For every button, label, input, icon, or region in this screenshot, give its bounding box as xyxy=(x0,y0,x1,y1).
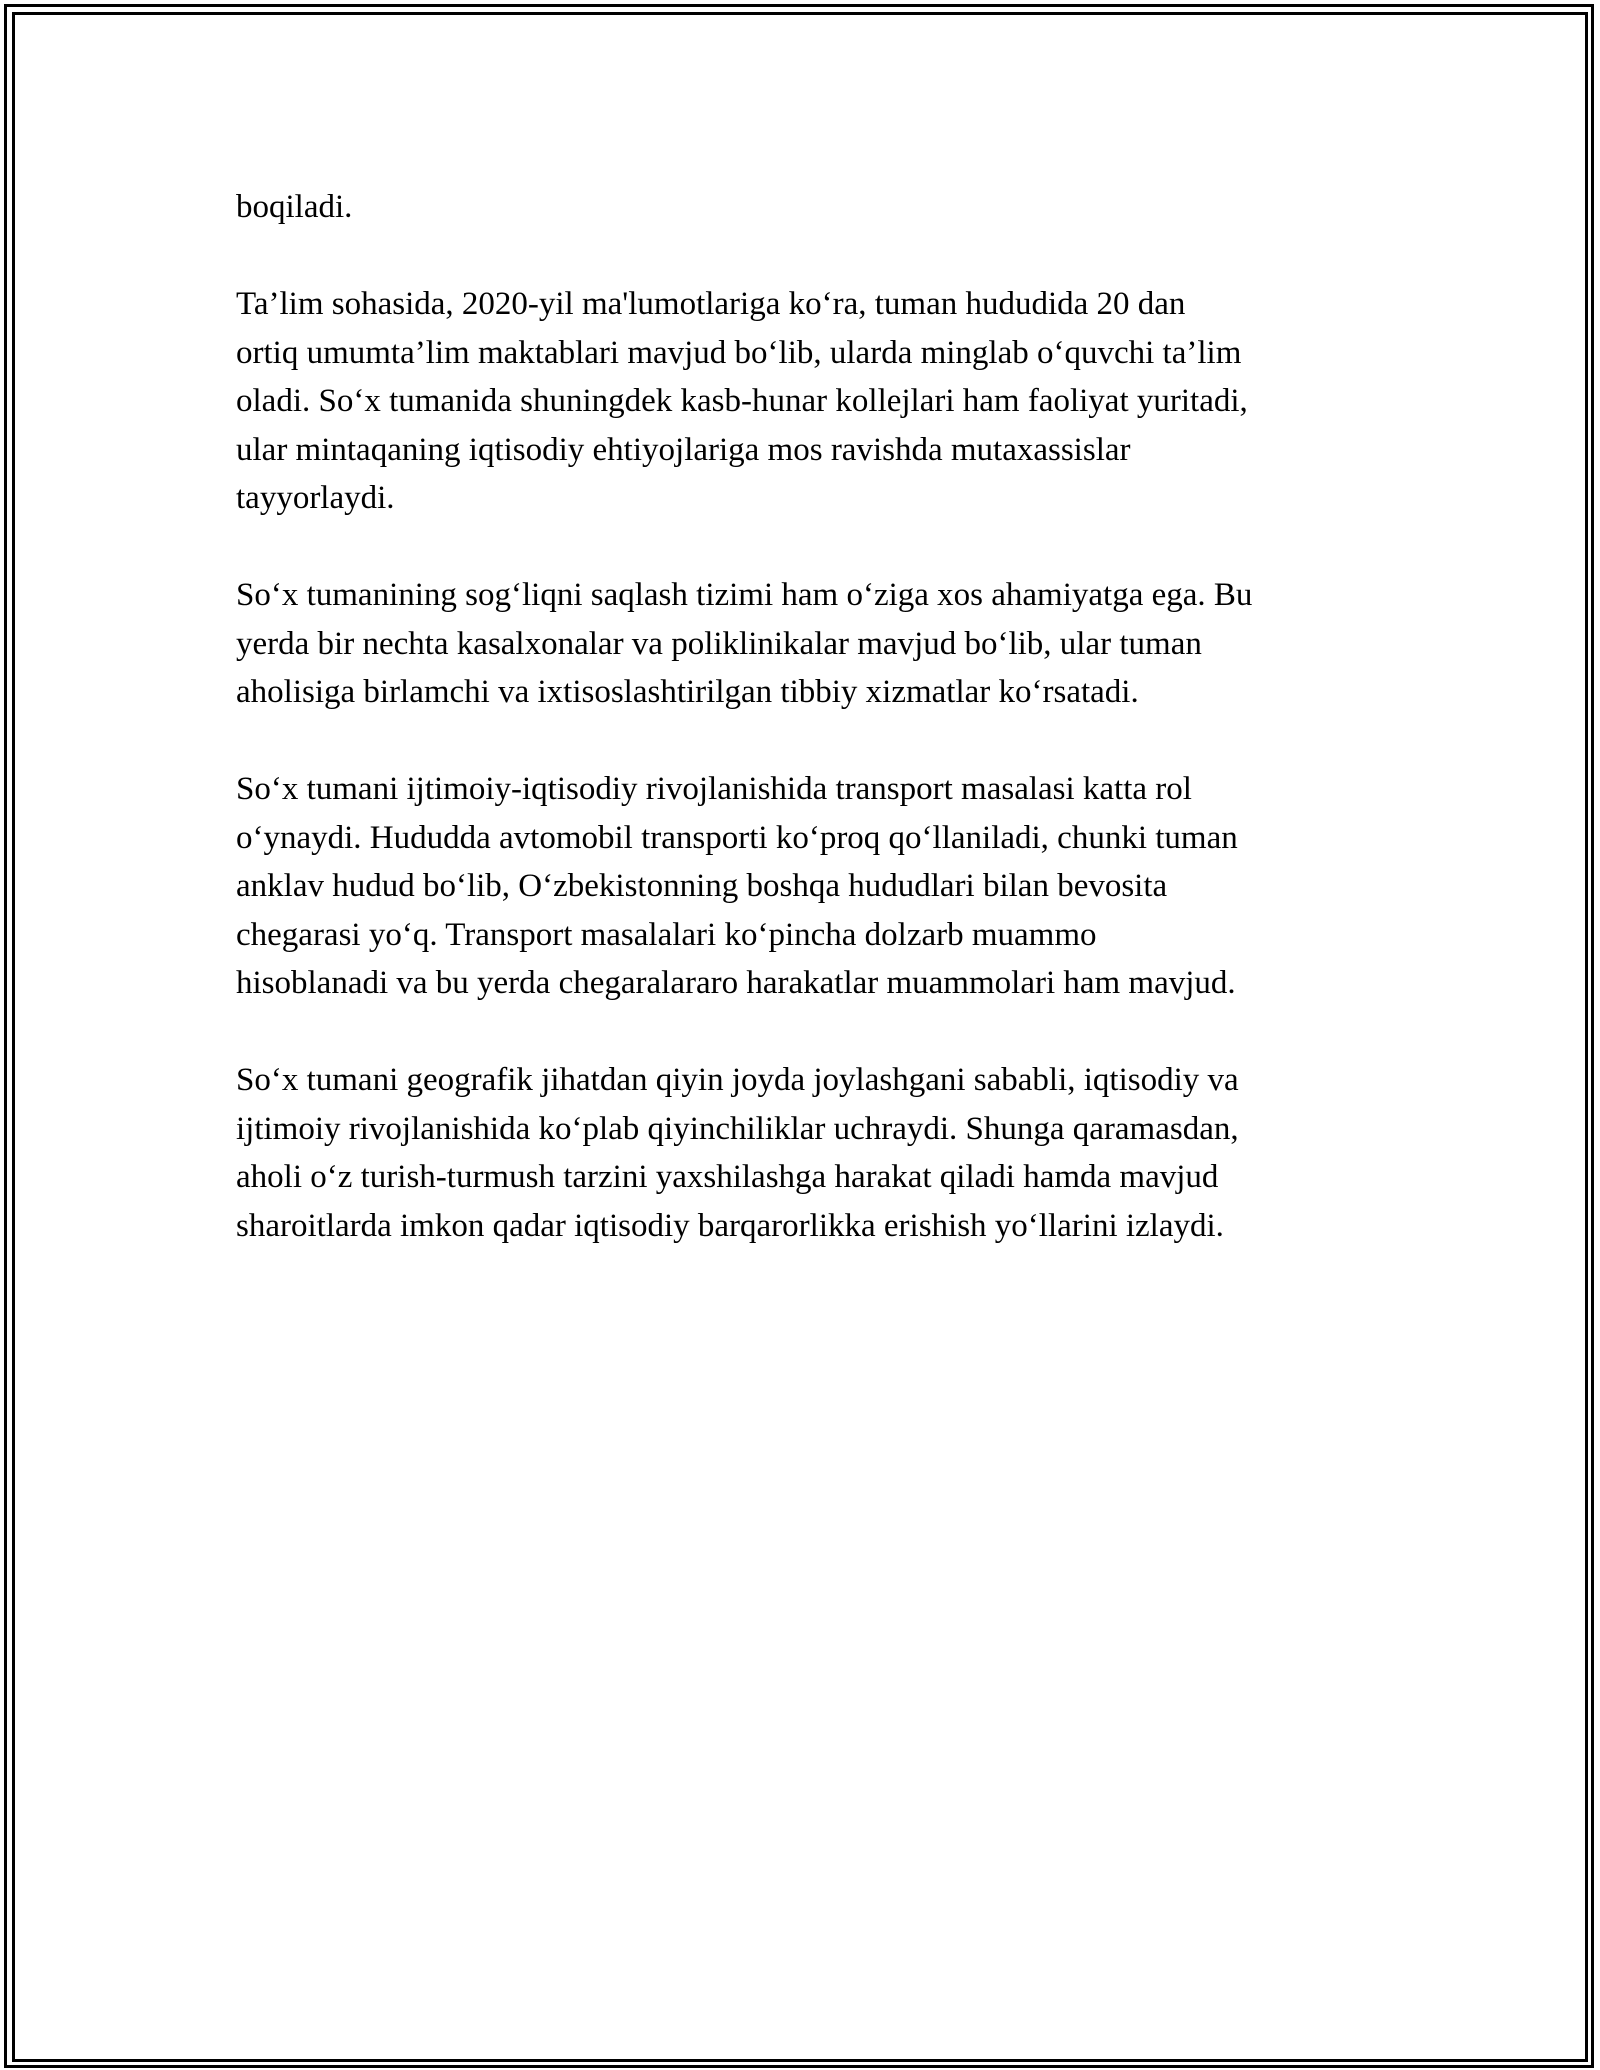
paragraph-transport: So‘x tumani ijtimoiy-iqtisodiy rivojlanishida transport masalasi katta rol o‘ynaydi. Hududda avtomobil transporti ko‘proq qo‘llaniladi, chunki tuman anklav hudud bo‘lib, O‘zbekistonning boshqa hududlari bilan bevosita chegarasi yo‘q. Transport masalalari ko‘pincha dolzarb muammo hisoblanadi va bu yerda chegaralararo harakatlar muammolari ham mavjud. xyxy=(236,771,1238,1001)
paragraph-education: Ta’lim sohasida, 2020-yil ma'lumotlariga ko‘ra, tuman hududida 20 dan ortiq umumta’lim maktablari mavjud bo‘lib, ularda minglab o‘quvchi ta’lim oladi. So‘x tumanida shuningdek kasb-hunar kollejlari ham faoliyat yuritadi, ular mintaqaning iqtisodiy ehtiyojlariga mos ravishda mutaxassislar tayyorlaydi. xyxy=(236,286,1248,516)
paragraph-geography: So‘x tumani geografik jihatdan qiyin joyda joylashgani sababli, iqtisodiy va ijtimoiy rivojlanishida ko‘plab qiyinchiliklar uchraydi. Shunga qaramasdan, aholi o‘z turish-turmush tarzini yaxshilashga harakat qiladi hamda mavjud sharoitlarda imkon qadar iqtisodiy barqarorlikka erishish yo‘llarini izlaydi. xyxy=(236,1062,1239,1244)
document-body xyxy=(236,183,1386,1299)
paragraph-healthcare: So‘x tumanining sog‘liqni saqlash tizimi ham o‘ziga xos ahamiyatga ega. Bu yerda bir nechta kasalxonalar va poliklinikalar mavjud bo‘lib, ular tuman aholisiga birlamchi va ixtisoslashtirilgan tibbiy xizmatlar ko‘rsatadi. xyxy=(236,577,1253,710)
paragraph-continuation: boqiladi. xyxy=(236,189,353,225)
